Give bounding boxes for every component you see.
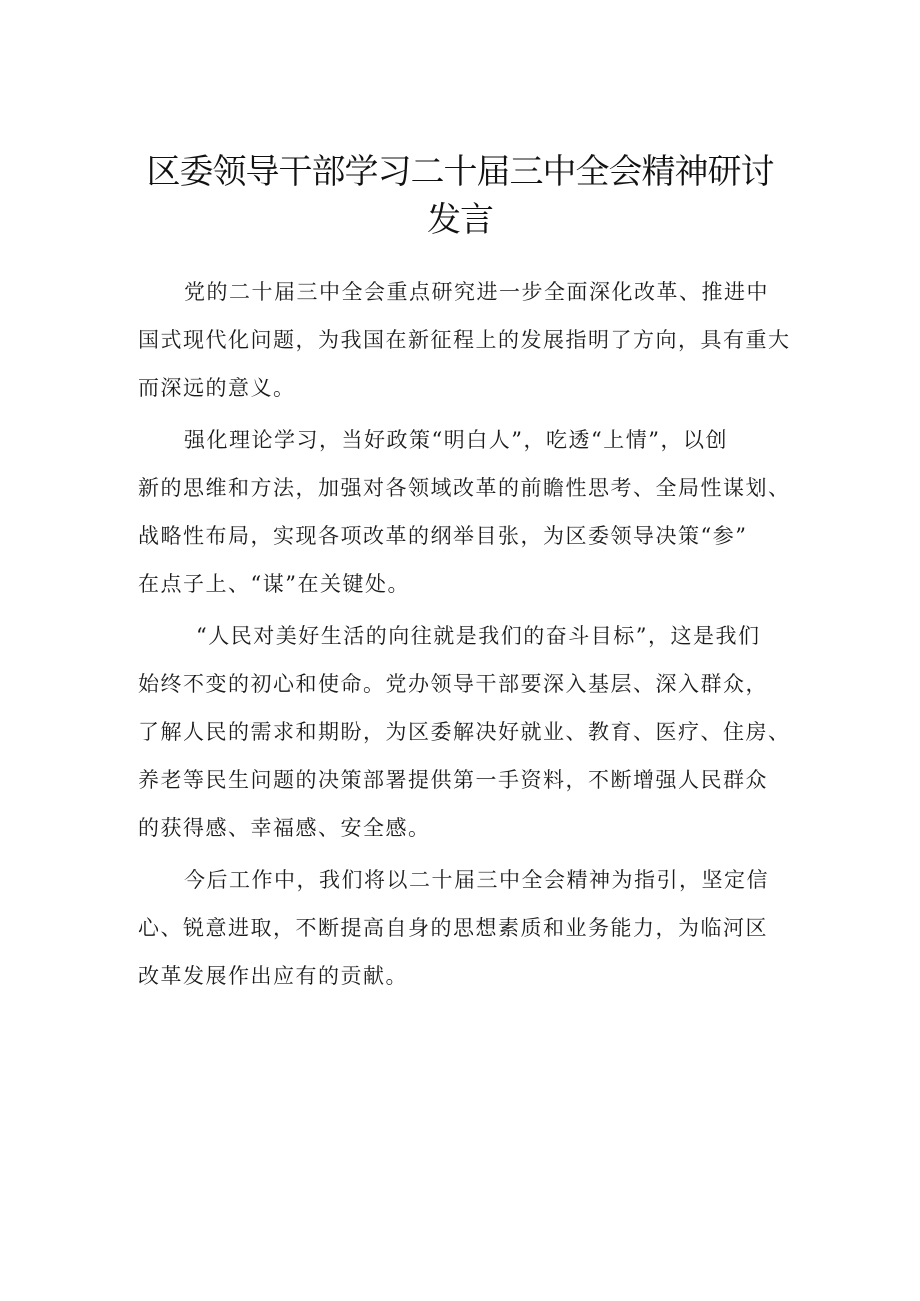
paragraph-line: 新的思维和方法，加强对各领域改革的前瞻性思考、全局性谋划、 bbox=[138, 476, 791, 500]
document-body bbox=[138, 268, 798, 1000]
paragraph-line: 强化理论学习，当好政策“明白人”，吃透“上情”，以创 bbox=[184, 428, 728, 452]
paragraph-line: 了解人民的需求和期盼，为区委解决好就业、教育、医疗、住房、 bbox=[138, 720, 791, 744]
paragraph-line: “人民对美好生活的向往就是我们的奋斗目标”，这是我们 bbox=[196, 624, 761, 648]
paragraph-line: 的获得感、幸福感、安全感。 bbox=[138, 816, 431, 840]
paragraph-line: 改革发展作出应有的贡献。 bbox=[138, 964, 408, 988]
paragraph-2 bbox=[138, 416, 798, 608]
paragraph-1 bbox=[138, 268, 798, 412]
paragraph-line: 始终不变的初心和使命。党办领导干部要深入基层、深入群众， bbox=[138, 672, 768, 696]
title-line: 发言 bbox=[427, 200, 493, 240]
paragraph-line: 而深远的意义。 bbox=[138, 376, 296, 400]
paragraph-3 bbox=[138, 612, 798, 852]
paragraph-line: 心、锐意进取，不断提高自身的思想素质和业务能力，为临河区 bbox=[138, 916, 768, 940]
title-line: 区委领导干部学习二十届三中全会精神研讨 bbox=[146, 152, 774, 192]
paragraph-line: 党的二十届三中全会重点研究进一步全面深化改革、推进中 bbox=[184, 280, 769, 304]
paragraph-line: 养老等民生问题的决策部署提供第一手资料，不断增强人民群众 bbox=[138, 768, 768, 792]
paragraph-line: 在点子上、“谋”在关键处。 bbox=[138, 572, 410, 596]
document-title bbox=[100, 148, 820, 244]
paragraph-4 bbox=[138, 856, 798, 1000]
paragraph-line: 国式现代化问题，为我国在新征程上的发展指明了方向，具有重大 bbox=[138, 328, 791, 352]
paragraph-line: 战略性布局，实现各项改革的纲举目张，为区委领导决策“参” bbox=[138, 524, 748, 548]
paragraph-line: 今后工作中，我们将以二十届三中全会精神为指引，坚定信 bbox=[184, 868, 769, 892]
